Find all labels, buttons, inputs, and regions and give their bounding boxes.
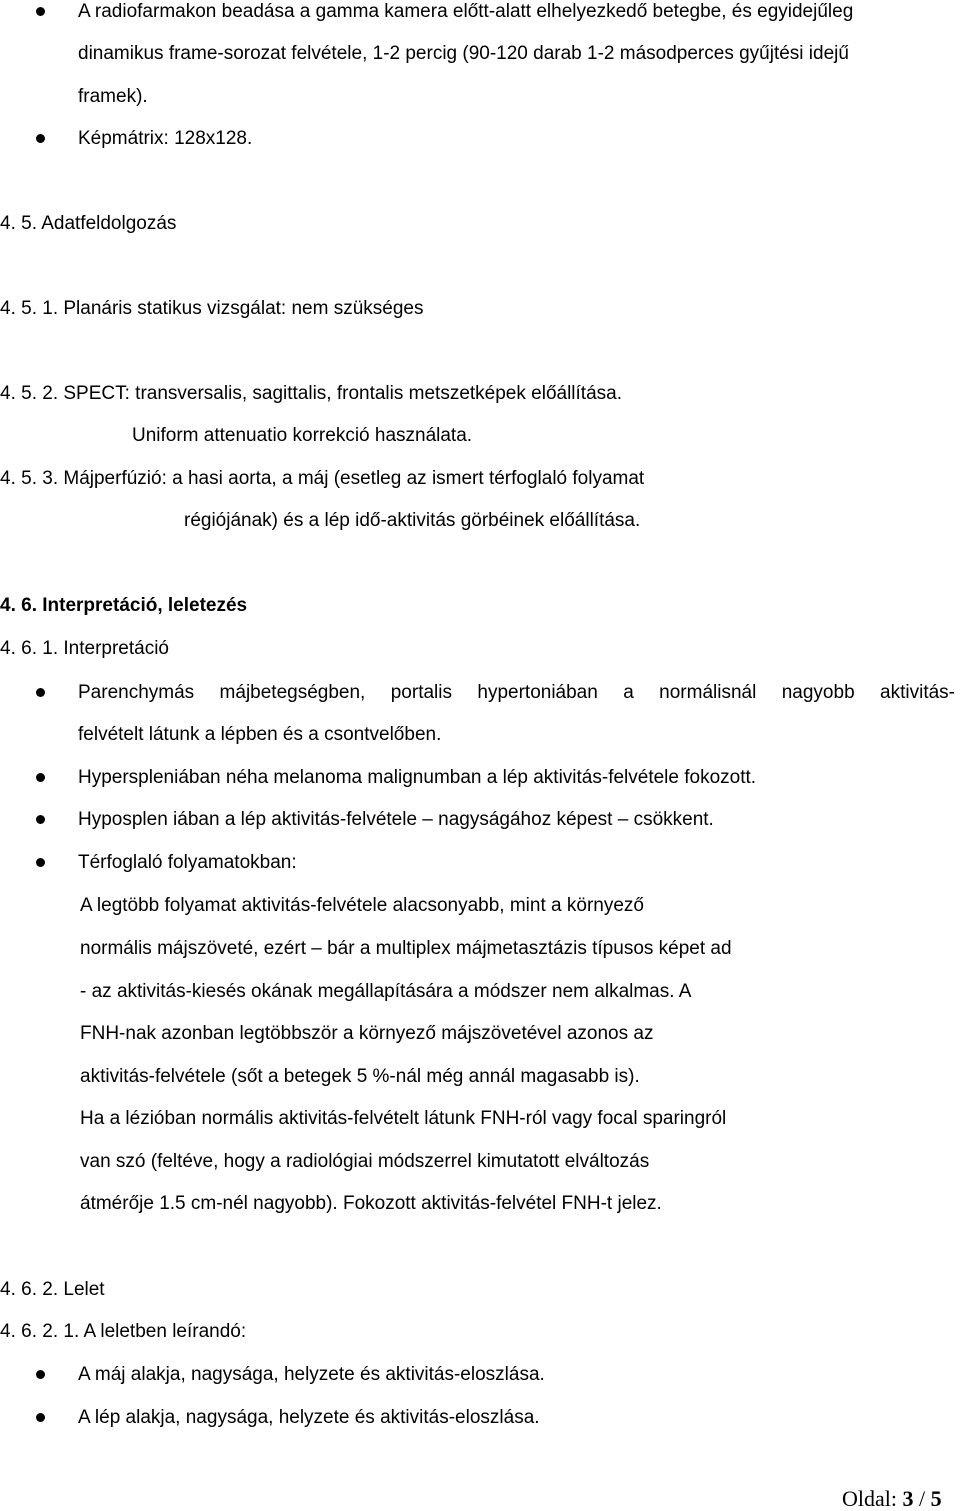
bullet-icon <box>36 134 45 143</box>
interpretation-line: Parenchymás májbetegségben, portalis hypertoniában a normálisnál nagyobb aktivitás- <box>78 682 955 703</box>
footer-total-pages: 5 <box>930 1486 942 1511</box>
interpretation-line: felvételt látunk a lépben és a csontvelőben. <box>78 724 442 745</box>
footer-separator: / <box>919 1486 926 1511</box>
section-heading: 4. 5. Adatfeldolgozás <box>0 213 177 234</box>
page-footer <box>842 1487 942 1511</box>
subsection-heading: 4. 6. 2. Lelet <box>0 1279 105 1300</box>
space-lesion-line: A legtöbb folyamat aktivitás-felvétele alacsonyabb, mint a környező <box>80 895 644 916</box>
space-lesion-line: aktivitás-felvétele (sőt a betegek 5 %-nál még annál magasabb is). <box>80 1066 640 1087</box>
section-heading: 4. 6. Interpretáció, leletezés <box>0 595 248 616</box>
interpretation-line: Térfoglaló folyamatokban: <box>78 852 297 873</box>
subsection-line: 4. 5. 3. Májperfúzió: a hasi aorta, a máj (esetleg az ismert térfoglaló folyamat <box>0 468 645 489</box>
footer-current-page: 3 <box>902 1486 914 1511</box>
bullet-icon <box>36 7 45 16</box>
intro-line: framek). <box>78 86 148 107</box>
intro-line: A radiofarmakon beadása a gamma kamera előtt-alatt elhelyezkedő betegbe, és egyidejűleg <box>78 1 854 22</box>
footer-label: Oldal: <box>842 1486 897 1511</box>
bullet-icon <box>36 688 45 697</box>
space-lesion-line: Ha a lézióban normális aktivitás-felvételt látunk FNH-ról vagy focal sparingról <box>80 1108 727 1129</box>
subsection-heading: 4. 6. 2. 1. A leletben leírandó: <box>0 1321 247 1342</box>
interpretation-line: Hyperspleniában néha melanoma malignumban a lép aktivitás-felvétele fokozott. <box>78 767 757 788</box>
space-lesion-line: FNH-nak azonban legtöbbször a környező májszövetével azonos az <box>80 1023 654 1044</box>
space-lesion-line: van szó (feltéve, hogy a radiológiai módszerrel kimutatott elváltozás <box>80 1151 650 1172</box>
subsection-line: 4. 5. 2. SPECT: transversalis, sagittalis, frontalis metszetképek előállítása. <box>0 383 622 404</box>
space-lesion-line: - az aktivitás-kiesés okának megállapítására a módszer nem alkalmas. A <box>80 981 692 1002</box>
subsection-line: 4. 5. 1. Planáris statikus vizsgálat: nem szükséges <box>0 298 424 319</box>
bullet-icon <box>36 773 45 782</box>
bullet-icon <box>36 815 45 824</box>
subsection-line: Uniform attenuatio korrekció használata. <box>132 425 473 446</box>
report-item: A lép alakja, nagysága, helyzete és aktivitás-eloszlása. <box>78 1407 540 1428</box>
bullet-icon <box>36 858 45 867</box>
intro-line: Képmátrix: 128x128. <box>78 128 253 149</box>
space-lesion-line: átmérője 1.5 cm-nél nagyobb). Fokozott aktivitás-felvétel FNH-t jelez. <box>80 1193 662 1214</box>
space-lesion-line: normális májszöveté, ezért – bár a multiplex májmetasztázis típusos képet ad <box>80 938 732 959</box>
subsection-heading: 4. 6. 1. Interpretáció <box>0 638 169 659</box>
subsection-line: régiójának) és a lép idő-aktivitás görbéinek előállítása. <box>184 510 641 531</box>
report-item: A máj alakja, nagysága, helyzete és aktivitás-eloszlása. <box>78 1364 545 1385</box>
intro-line: dinamikus frame-sorozat felvétele, 1-2 percig (90-120 darab 1-2 másodperces gyűjtési idejű <box>78 43 849 64</box>
bullet-icon <box>36 1413 45 1422</box>
bullet-icon <box>36 1370 45 1379</box>
interpretation-line: Hyposplen iában a lép aktivitás-felvétele – nagyságához képest – csökkent. <box>78 809 714 830</box>
